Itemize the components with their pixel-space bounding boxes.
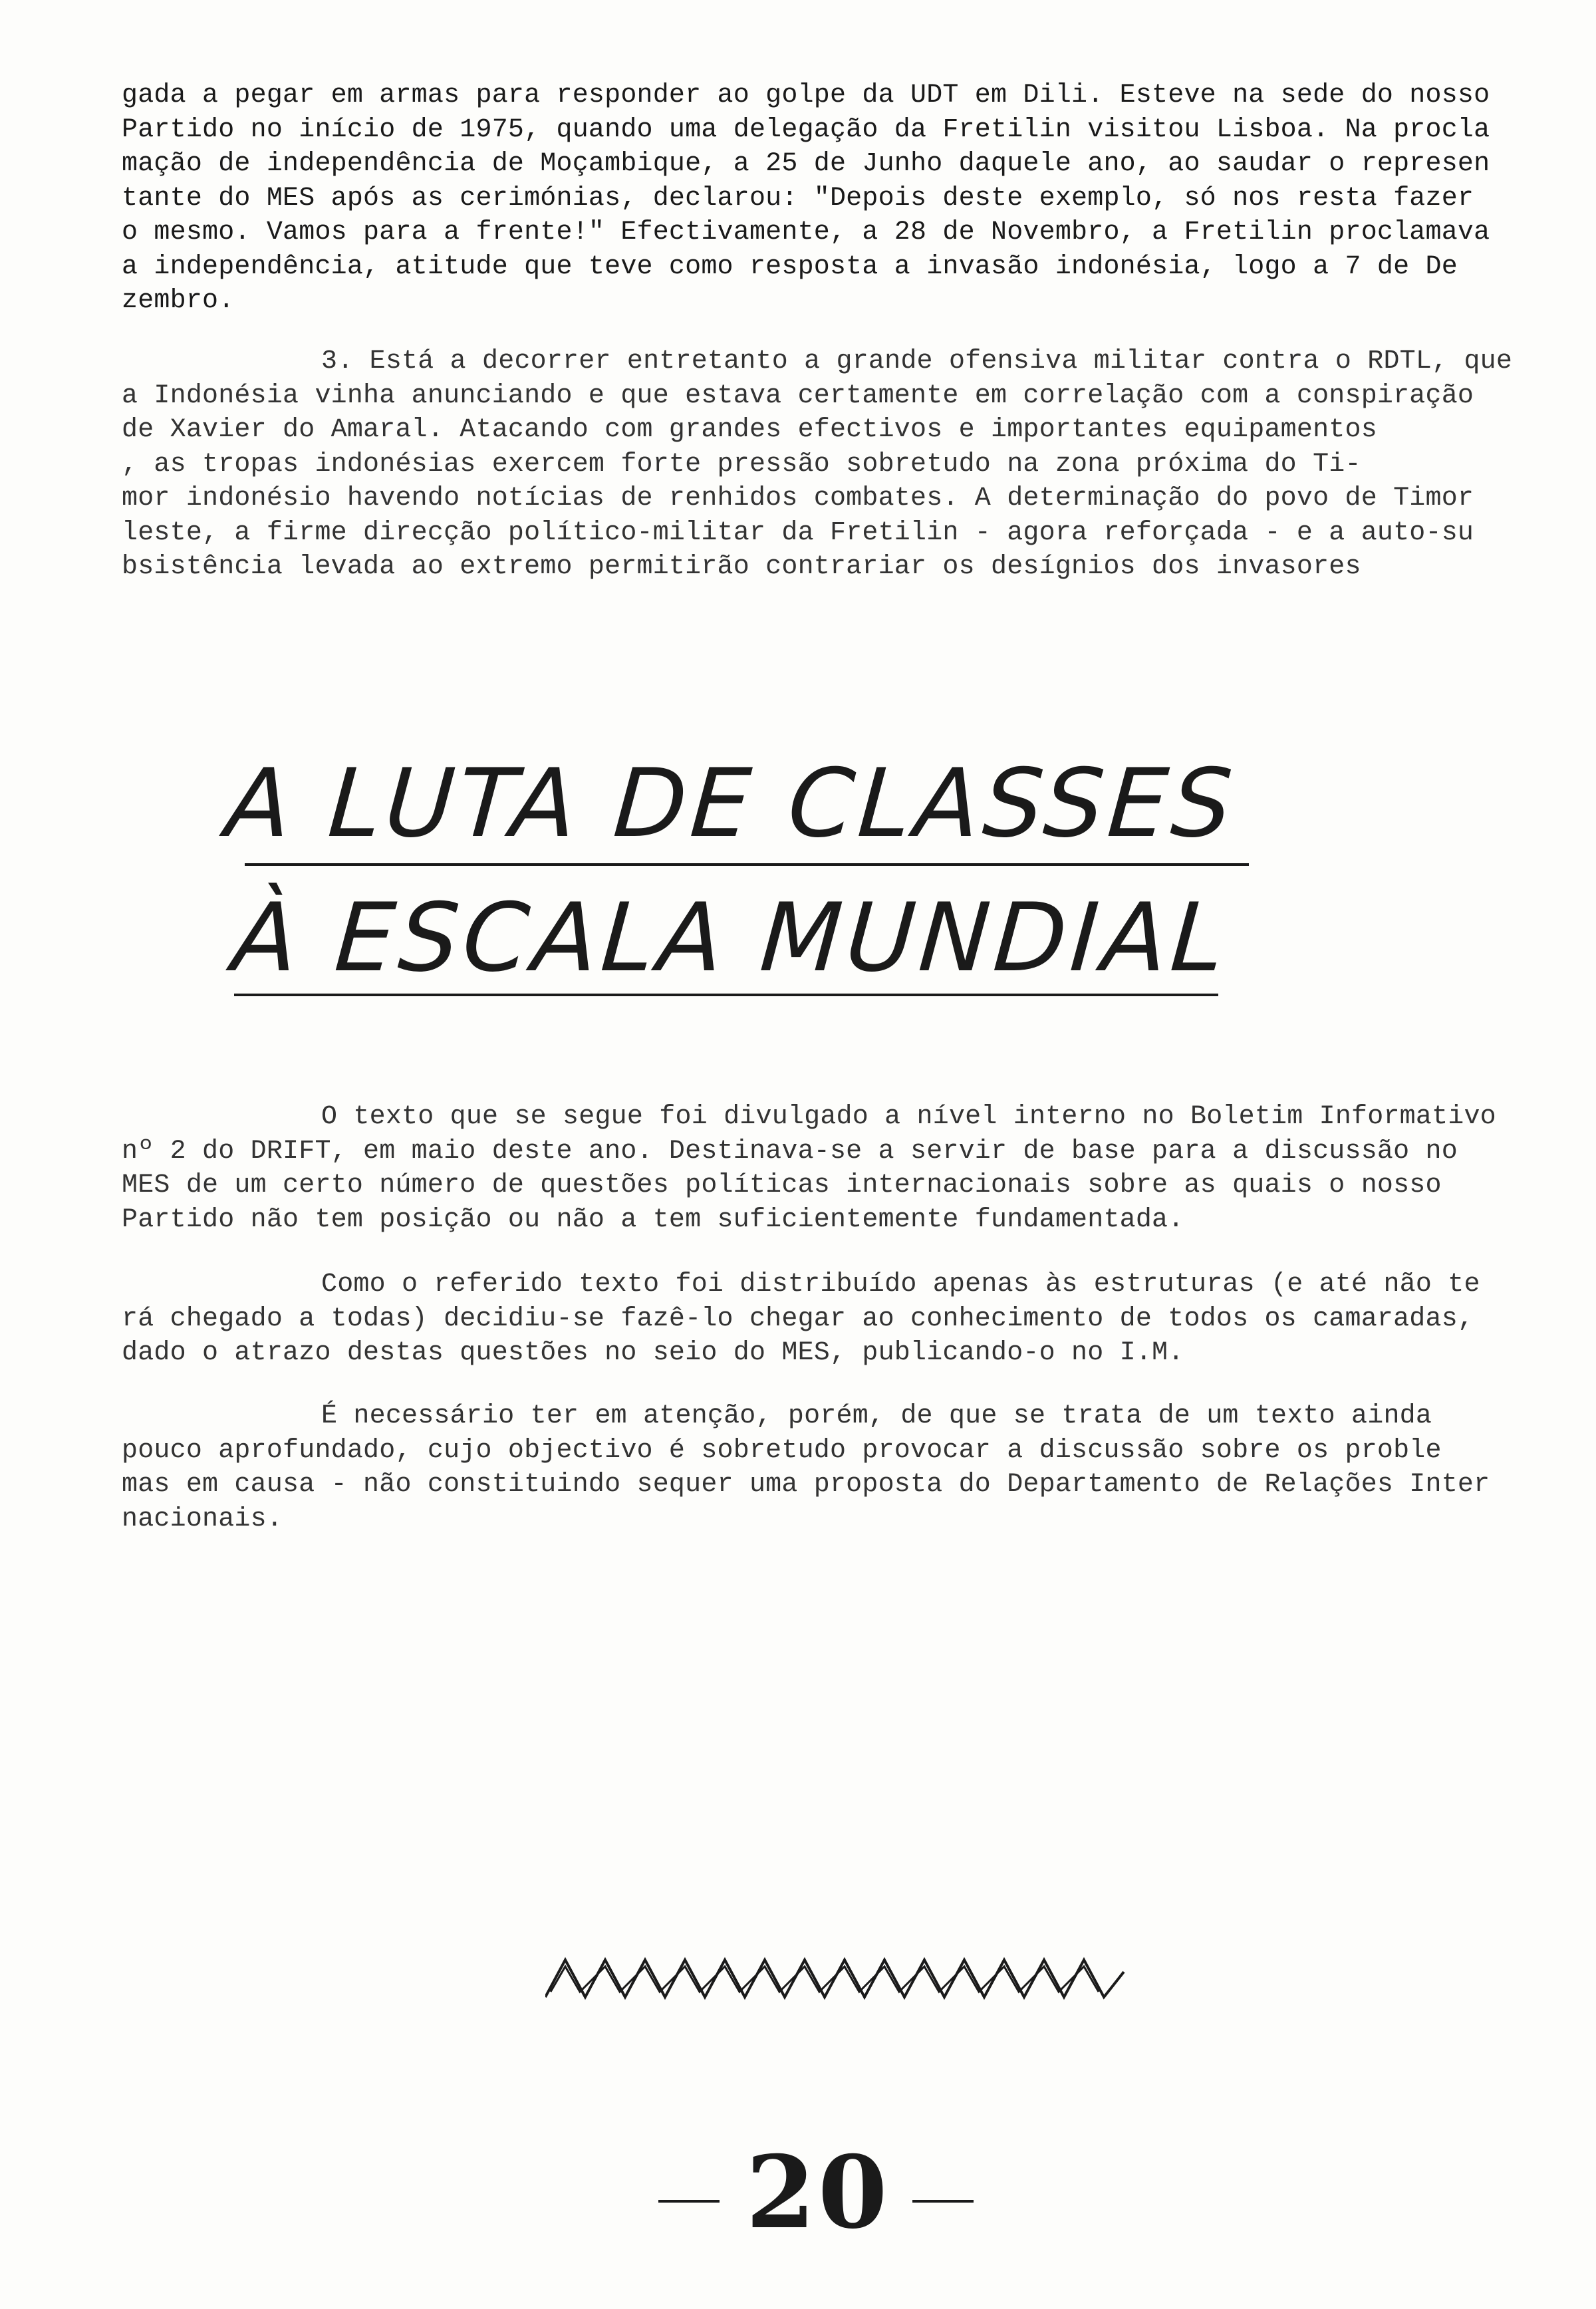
text-line: de Xavier do Amaral. Atacando com grandes efectivos e importantes equipamentos <box>122 415 1377 445</box>
text-line: 3. Está a decorrer entretanto a grande ofensiva militar contra o RDTL, que <box>321 346 1513 376</box>
headline-line-1: A LUTA DE CLASSES <box>222 749 1240 859</box>
text-line: mas em causa - não constituindo sequer uma proposta do Departamento de Relações Inter <box>122 1470 1490 1500</box>
text-line: Partido não tem posição ou não a tem suficientemente fundamentada. <box>122 1204 1184 1235</box>
text-line: , as tropas indonésias exercem forte pressão sobretudo na zona próxima do Ti- <box>122 449 1361 479</box>
text-line: nº 2 do DRIFT, em maio deste ano. Destinava-se a servir de base para a discussão no <box>122 1136 1458 1166</box>
headline-underline-2 <box>234 994 1218 996</box>
page-number-dash-left <box>658 2200 720 2203</box>
text-line: MES de um certo número de questões políticas internacionais sobre as quais o nosso <box>122 1170 1442 1200</box>
text-line: zembro. <box>122 286 235 316</box>
text-line: dado o atrazo destas questões no seio do MES, publicando-o no I.M. <box>122 1338 1184 1368</box>
text-line: mor indonésio havendo notícias de renhidos combates. A determinação do povo de Timor <box>122 483 1474 513</box>
text-line: mação de independência de Moçambique, a 25 de Junho daquele ano, ao saudar o represen <box>122 149 1490 179</box>
page-number: 20 <box>745 2134 890 2251</box>
text-line: bsistência levada ao extremo permitirão contrariar os desígnios dos invasores <box>122 552 1361 582</box>
headline-underline-1 <box>245 863 1249 866</box>
paragraph-fretilin-history <box>122 78 1531 319</box>
text-line: rá chegado a todas) decidiu-se fazê-lo chegar ao conhecimento de todos os camaradas, <box>122 1303 1474 1334</box>
paragraph-caveat-note <box>122 1399 1531 1536</box>
text-line: Partido no início de 1975, quando uma delegação da Fretilin visitou Lisboa. Na procla <box>122 114 1490 145</box>
text-line: O texto que se segue foi divulgado a nível interno no Boletim Informativo <box>321 1102 1496 1132</box>
text-line: leste, a firme direcção político-militar da Fretilin - agora reforçada - e a auto-su <box>122 517 1474 548</box>
page-number-dash-right <box>912 2200 974 2203</box>
text-line: tante do MES após as cerimónias, declarou: "Depois deste exemplo, só nos resta fazer <box>122 183 1474 213</box>
text-line: a independência, atitude que teve como resposta a invasão indonésia, logo a 7 de De <box>122 251 1458 282</box>
paragraph-intro-note <box>122 1100 1531 1237</box>
text-line: o mesmo. Vamos para a frente!" Efectivamente, a 28 de Novembro, a Fretilin proclamava <box>122 217 1490 247</box>
paragraph-military-offensive <box>122 344 1531 585</box>
text-line: É necessário ter em atenção, porém, de que se trata de um texto ainda <box>321 1401 1432 1431</box>
text-line: a Indonésia vinha anunciando e que estava certamente em correlação com a conspiração <box>122 380 1474 411</box>
headline-line-2: À ESCALA MUNDIAL <box>229 883 1232 993</box>
text-line: gada a pegar em armas para responder ao golpe da UDT em Dili. Esteve na sede do nosso <box>122 80 1490 110</box>
text-line: nacionais. <box>122 1504 283 1534</box>
text-line: Como o referido texto foi distribuído apenas às estruturas (e até não te <box>321 1270 1480 1299</box>
paragraph-distribution-note <box>122 1268 1531 1371</box>
wave-ornament-icon <box>545 1945 1144 2012</box>
text-line: pouco aprofundado, cujo objectivo é sobretudo provocar a discussão sobre os proble <box>122 1435 1442 1466</box>
